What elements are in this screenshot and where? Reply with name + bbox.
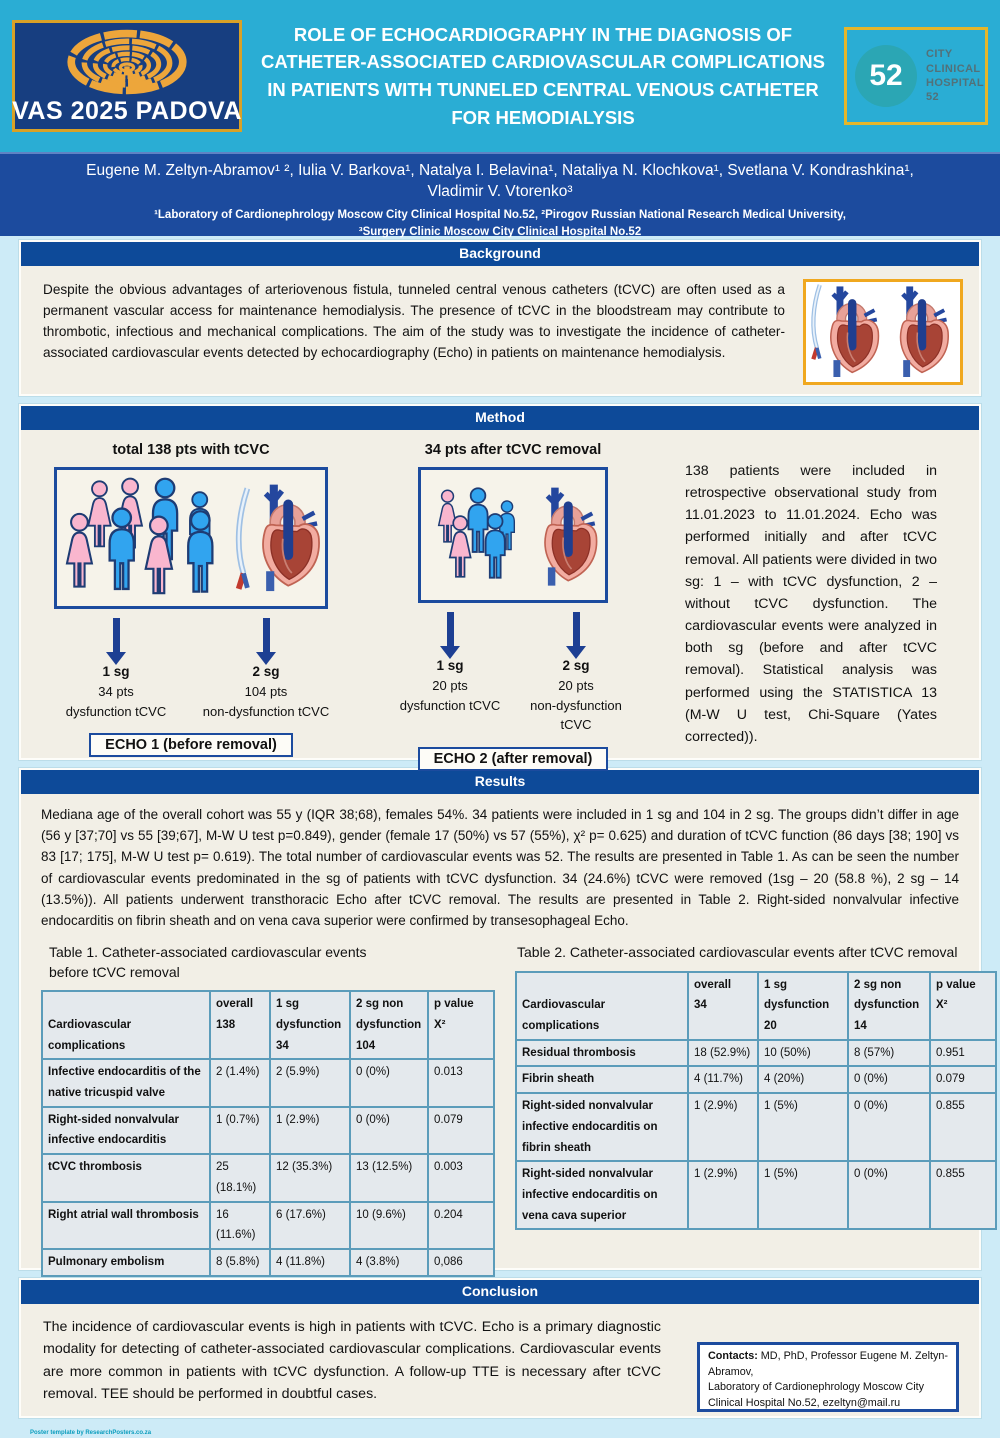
table1-block bbox=[41, 941, 493, 1276]
patients-box-34 bbox=[418, 467, 608, 603]
down-arrow-icon bbox=[113, 618, 120, 652]
contacts-box bbox=[697, 1342, 959, 1412]
table-row: Right atrial wall thrombosis 16 (11.6%) 6 (17.6%) 10 (9.6%) 0.204 bbox=[42, 1202, 494, 1249]
title-line: ROLE OF ECHOCARDIOGRAPHY IN THE DIAGNOSIS OF bbox=[293, 23, 793, 45]
table2 bbox=[515, 971, 997, 1231]
section-header-method: Method bbox=[21, 406, 979, 430]
hospital-52-icon: 52 bbox=[855, 45, 917, 107]
section-conclusion bbox=[19, 1278, 981, 1418]
section-header-results: Results bbox=[21, 770, 979, 794]
branch-1sg-before: 1 sg 34 pts dysfunction tCVC bbox=[41, 611, 191, 721]
contacts-label: Contacts: bbox=[708, 1350, 758, 1362]
people-group-icon bbox=[64, 477, 232, 601]
table-row: Pulmonary embolism 8 (5.8%) 4 (11.8%) 4 (3.8%) 0,086 bbox=[42, 1249, 494, 1276]
table-row: tCVC thrombosis 25 (18.1%) 12 (35.3%) 13 (12.5%) 0.003 bbox=[42, 1154, 494, 1201]
affiliation-line-2: ³Surgery Clinic Moscow City Clinical Hospital No.52 bbox=[358, 225, 642, 238]
flow-after-removal bbox=[387, 438, 639, 771]
city-clinical-hospital-52-logo bbox=[844, 27, 988, 125]
title-line: CATHETER-ASSOCIATED CARDIOVASCULAR COMPLICATIONS bbox=[261, 51, 825, 73]
echo1-label: ECHO 1 (before removal) bbox=[89, 733, 293, 757]
heart-catheter-icon bbox=[232, 477, 324, 601]
author-band bbox=[0, 152, 1000, 236]
branch-2sg-after: 2 sg 20 pts non-dysfunction tCVC bbox=[513, 605, 639, 735]
heart-icon bbox=[530, 477, 602, 595]
conclusion-text: The incidence of cardiovascular events is high in patients with tCVC. Echo is a primary diagnostic modality for detecting of catheter-associated cardiovascular complications. Cardiovascular events are more common in patients with tCVC dysfunction. A follow-up TTE is necessary after tCVC removal. TEE should be performed in doubtful cases. bbox=[43, 1319, 661, 1403]
poster-header bbox=[0, 0, 1000, 152]
table-row: Fibrin sheath 4 (11.7%) 4 (20%) 0 (0%) 0.079 bbox=[516, 1066, 996, 1093]
branch-1sg-after: 1 sg 20 pts dysfunction tCVC bbox=[387, 605, 513, 735]
table2-block bbox=[515, 941, 997, 1230]
table-row: Infective endocarditis of the native tricuspid valve 2 (1.4%) 2 (5.9%) 0 (0%) 0.013 bbox=[42, 1059, 494, 1106]
vas-2025-padova-logo bbox=[12, 20, 242, 132]
table-row: Cardiovascular complications overall 34 1 sg dysfunction 20 2 sg non dysfunction 14 p value Χ² bbox=[516, 972, 996, 1040]
poster-body bbox=[0, 236, 1000, 1418]
background-text: Despite the obvious advantages of arteriovenous fistula, tunneled central venous catheters (tCVC) are often used as a permanent vascular access for maintenance hemodialysis. The presence of tCVC in the bloodstream may contribute to thrombotic, infectious and mechanical complications. The aim of the study was to investigate the incidence of catheter-associated cardiovascular events detected by echocardiography (Echo) in patients on maintenance hemodialysis. bbox=[43, 282, 785, 361]
patients-box-138 bbox=[54, 467, 328, 609]
flow-after-caption: 34 pts after tCVC removal bbox=[424, 442, 602, 458]
heart-catheter-icon bbox=[808, 283, 958, 381]
contacts-org: Laboratory of Cardionephrology Moscow City Clinical Hospital No.52, ezeltyn@mail.ru bbox=[708, 1381, 925, 1409]
table1-caption: Table 1. Catheter-associated cardiovascular events before tCVC removal bbox=[49, 944, 367, 980]
branch-2sg-before: 2 sg 104 pts non-dysfunction tCVC bbox=[191, 611, 341, 721]
hospital-name: CITY CLINICAL HOSPITAL 52 bbox=[926, 48, 984, 104]
table-row: Right-sided nonvalvular infective endocarditis on vena cava superior 1 (2.9%) 1 (5%) 0 (0%) 0.855 bbox=[516, 1161, 996, 1229]
contacts-name: MD, PhD, Professor Eugene M. Zeltyn-Abramov, bbox=[708, 1350, 949, 1378]
down-arrow-icon bbox=[573, 612, 580, 646]
table-row: Residual thrombosis 18 (52.9%) 10 (50%) 8 (57%) 0.951 bbox=[516, 1040, 996, 1067]
conference-badge-label: VAS 2025 PADOVA bbox=[12, 97, 242, 125]
hearts-illustration bbox=[803, 279, 963, 385]
authors-line-1: Eugene M. Zeltyn-Abramov¹ ², Iulia V. Barkova¹, Natalya I. Belavina¹, Nataliya N. Klochkova¹, Svetlana V. Kondrashkina¹, bbox=[86, 162, 914, 179]
echo2-label: ECHO 2 (after removal) bbox=[418, 747, 609, 771]
section-header-background: Background bbox=[21, 242, 979, 266]
down-arrow-icon bbox=[447, 612, 454, 646]
down-arrow-icon bbox=[263, 618, 270, 652]
table-row: Cardiovascular complications overall 138 1 sg dysfunction 34 2 sg non dysfunction 104 p value Χ² bbox=[42, 991, 494, 1059]
section-header-conclusion: Conclusion bbox=[21, 1280, 979, 1304]
section-method bbox=[19, 404, 981, 767]
table2-caption: Table 2. Catheter-associated cardiovascular events after tCVC removal bbox=[517, 944, 958, 961]
flow-before-removal bbox=[41, 438, 341, 771]
table1 bbox=[41, 990, 495, 1276]
title-line: FOR HEMODIALYSIS bbox=[451, 106, 635, 128]
affiliation-line-1: ¹Laboratory of Cardionephrology Moscow City Clinical Hospital No.52, ²Pirogov Russian National Research Medical University, bbox=[154, 208, 846, 221]
section-results bbox=[19, 768, 981, 1270]
section-background bbox=[19, 240, 981, 396]
template-credit: Poster template by ResearchPosters.co.za bbox=[30, 1430, 152, 1436]
amphitheater-icon bbox=[52, 27, 202, 97]
page-title bbox=[242, 21, 844, 132]
results-text: Mediana age of the overall cohort was 55 y (IQR 38;68), females 54%. 34 patients were included in 1 sg and 104 in 2 sg. The groups didn’t differ in age (56 y [37;70] vs 55 [39;67], M-W U test p=0.849), gender (female 17 (50%) vs 57 (55%), χ² p= 0.625) and duration of tCVC function (86 days [38; 190] vs 83 [17; 175], M-W U test p= 0.619). The total number of cardiovascular events was 52. The results are presented in Table 1. As can be seen the number of cardiovascular events predominated in the sg of patients with tCVC dysfunction. 34 (24.6%) tCVC were removed (1sg – 20 (58.8 %), 2 sg – 14 (13.5%)). All patients underwent transthoracic Echo after tCVC removal. The results are presented in Table 2. Right-sided nonvalvular infective endocarditis on fibrin sheath and on vena cava superior were confirmed by transesophageal Echo. bbox=[41, 807, 959, 928]
authors-line-2: Vladimir V. Vtorenko³ bbox=[427, 182, 573, 200]
title-line: IN PATIENTS WITH TUNNELED CENTRAL VENOUS CATHETER bbox=[267, 79, 819, 100]
people-group-icon bbox=[428, 477, 530, 595]
table-row: Right-sided nonvalvular infective endocarditis on fibrin sheath 1 (2.9%) 1 (5%) 0 (0%) 0.855 bbox=[516, 1093, 996, 1161]
table-row: Right-sided nonvalvular infective endocarditis 1 (0.7%) 1 (2.9%) 0 (0%) 0.079 bbox=[42, 1107, 494, 1154]
method-text: 138 patients were included in retrospective observational study from 11.01.2023 to 11.01.2024. Echo was performed initially and after tCVC removal. All patients were divided in two sg: 1 – with tCVC dysfunction, 2 – without tCVC dysfunction. The cardiovascular events were analyzed in both sg (before and after tCVC removal). Statistical analysis was performed using the STATISTICA 13 (M-W U test, Chi-Square (Yates corrected)). bbox=[685, 463, 937, 745]
flow-before-caption: total 138 pts with tCVC bbox=[112, 442, 270, 458]
